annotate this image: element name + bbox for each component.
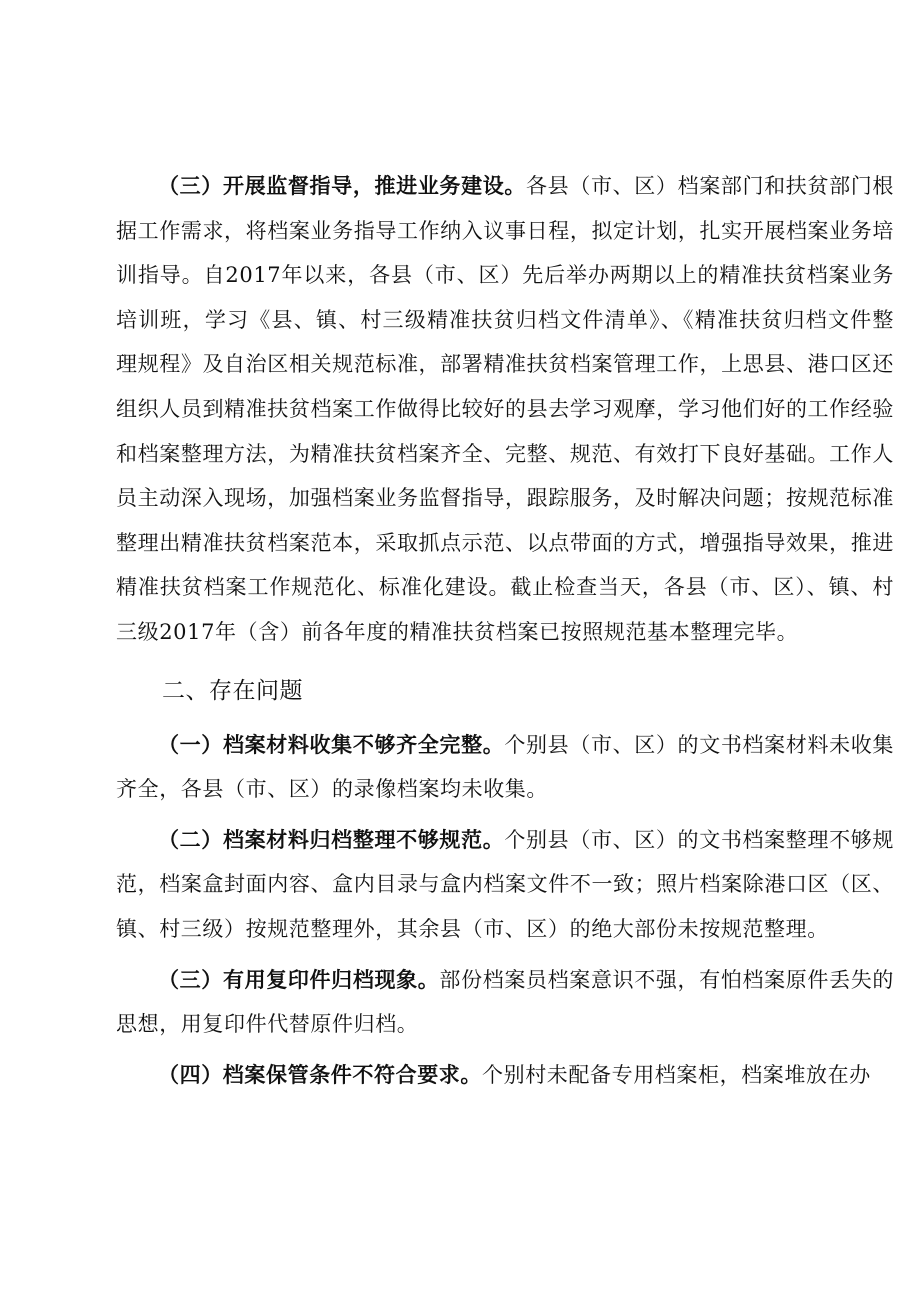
paragraph-section-3 bbox=[116, 164, 894, 655]
paragraph-body: 个别县（市、区）的文书档案材料未收集齐全，各县（市、区）的录像档案均未收集。 bbox=[116, 732, 894, 802]
paragraph-lead: （三）开展监督指导，推进业务建设。 bbox=[158, 173, 527, 198]
paragraph-issue-2 bbox=[116, 818, 894, 952]
paragraph-body: 个别县（市、区）的文书档案整理不够规范，档案盒封面内容、盒内目录与盒内档案文件不一致；照片档案除港口区（区、镇、村三级）按规范整理外，其余县（市、区）的绝大部份未按规范整理。 bbox=[116, 827, 894, 941]
paragraph-issue-3 bbox=[116, 958, 894, 1047]
paragraph-lead: （四）档案保管条件不符合要求。 bbox=[158, 1061, 482, 1087]
section-heading: 二、存在问题 bbox=[162, 677, 303, 704]
paragraph-issue-1 bbox=[116, 723, 894, 812]
document-page bbox=[116, 164, 894, 1097]
paragraph-body: 个别村未配备专用档案柜，档案堆放在办 bbox=[482, 1062, 871, 1087]
paragraph-body: 各县（市、区）档案部门和扶贫部门根据工作需求，将档案业务指导工作纳入议事日程，拟定计划，扎实开展档案业务培训指导。自2017年以来，各县（市、区）先后举办两期以上的精准扶贫档案业务培训班，学习《县、镇、村三级精准扶贫归档文件清单》、《精准扶贫归档文件整理规程》及自治区相关规范标准，部署精准扶贫档案管理工作，上思县、港口区还组织人员到精准扶贫档案工作做得比较好的县去学习观摩，学习他们好的工作经验和档案整理方法，为精准扶贫档案齐全、完整、规范、有效打下良好基础。工作人员主动深入现场，加强档案业务监督指导，跟踪服务，及时解决问题；按规范标准整理出精准扶贫档案范本，采取抓点示范、以点带面的方式，增强指导效果，推进精准扶贫档案工作规范化、标准化建设。截止检查当天，各县（市、区）、镇、村三级2017年（含）前各年度的精准扶贫档案已按照规范基本整理完毕。 bbox=[116, 174, 895, 644]
paragraph-lead: （一）档案材料收集不够齐全完整。 bbox=[158, 731, 505, 757]
paragraph-body: 部份档案员档案意识不强，有怕档案原件丢失的思想，用复印件代替原件归档。 bbox=[116, 967, 894, 1037]
paragraph-issue-4 bbox=[116, 1053, 894, 1098]
paragraph-lead: （二）档案材料归档整理不够规范。 bbox=[158, 826, 505, 852]
paragraph-lead: （三）有用复印件归档现象。 bbox=[158, 966, 440, 992]
